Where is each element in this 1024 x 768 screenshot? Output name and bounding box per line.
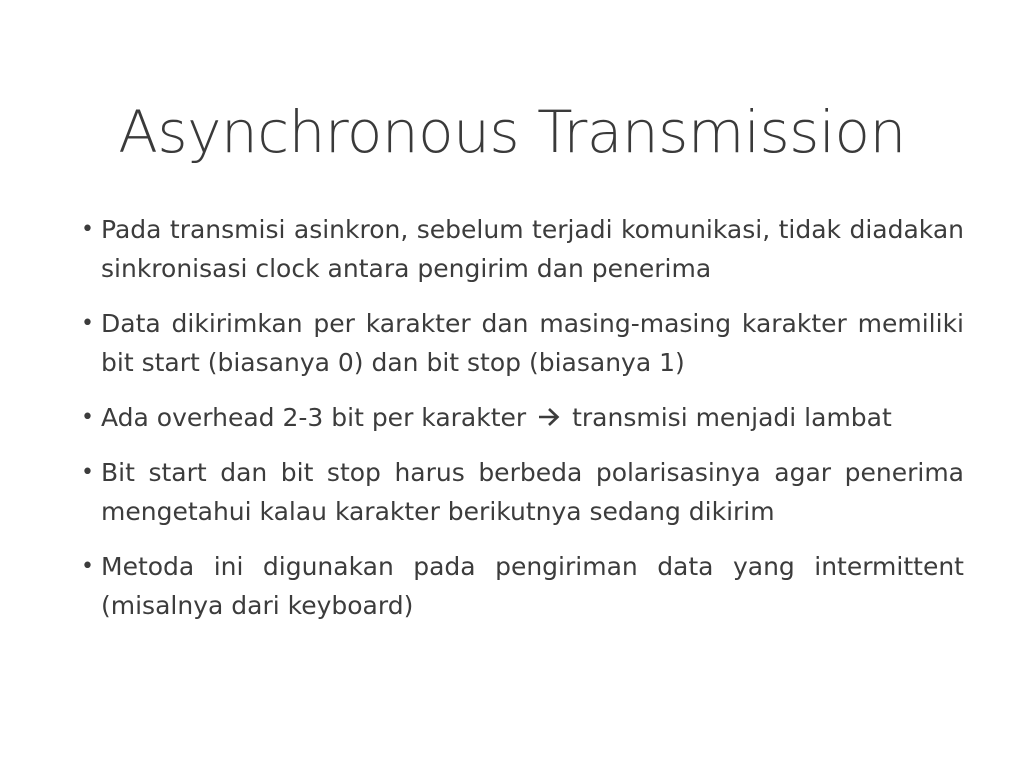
bullet-text: Bit start dan bit stop harus berbeda polarisasinya agar penerima mengetahui kalau karakter berikutnya sedang dikirim — [101, 458, 964, 526]
bullet-dot-icon: • — [81, 405, 94, 430]
bullet-dot-icon: • — [81, 554, 94, 579]
bullet-text-before: Ada overhead 2-3 bit per karakter — [101, 403, 527, 432]
right-arrow-icon — [538, 407, 560, 427]
bullet-text: Metoda ini digunakan pada pengiriman data yang intermittent (misalnya dari keyboard) — [101, 552, 964, 620]
bullet-item-3 — [76, 398, 964, 437]
bullet-dot-icon: • — [81, 311, 94, 336]
slide-title: Asynchronous Transmission — [118, 98, 906, 166]
bullet-item-1 — [76, 210, 964, 288]
bullet-list — [76, 210, 964, 641]
bullet-dot-icon: • — [81, 460, 94, 485]
bullet-item-2 — [76, 304, 964, 382]
bullet-dot-icon: • — [81, 217, 94, 242]
bullet-item-5 — [76, 547, 964, 625]
bullet-text-after: transmisi menjadi lambat — [572, 403, 892, 432]
bullet-item-4 — [76, 453, 964, 531]
bullet-text: Data dikirimkan per karakter dan masing-masing karakter memiliki bit start (biasanya 0) dan bit stop (biasanya 1) — [101, 309, 964, 377]
bullet-text: Pada transmisi asinkron, sebelum terjadi komunikasi, tidak diadakan sinkronisasi clock antara pengirim dan penerima — [101, 215, 964, 283]
